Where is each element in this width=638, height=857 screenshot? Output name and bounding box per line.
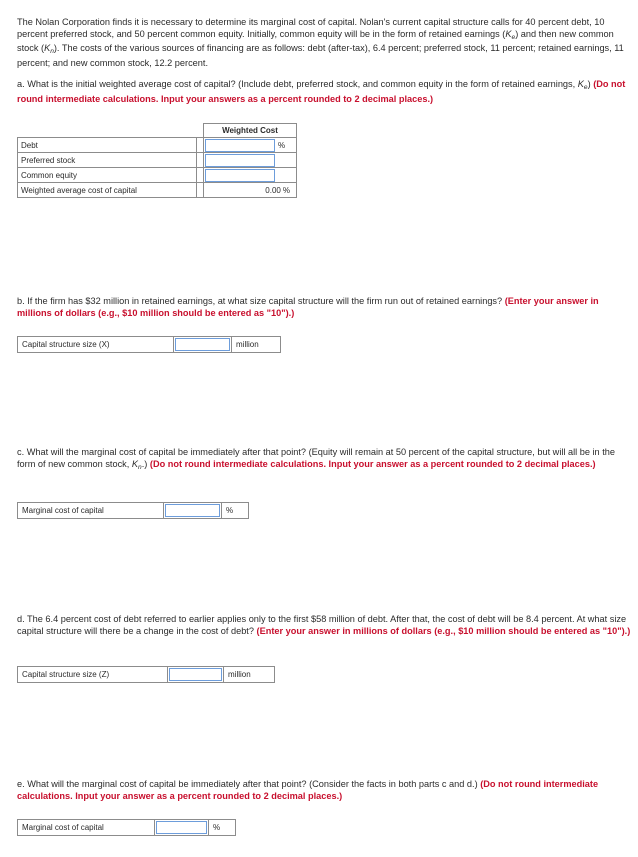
part-a-k-symbol: K [577, 79, 584, 89]
part-c-k-subscript: n [138, 463, 142, 471]
part-c-answer-row [17, 502, 249, 519]
part-a-question [17, 79, 632, 105]
table-row-preferred-stock [18, 153, 297, 168]
kn-symbol: K [44, 43, 51, 54]
ke-symbol: K [505, 28, 512, 39]
part-d-answer-row [17, 666, 275, 683]
intro-text-1: The Nolan Corporation finds it is necessary to determine its marginal cost of capital. Nolan's current capital structure calls for 40 percent debt, 10 percent preferred stock, and 50 percent common equity. Initially, common equity will be in the form of retained earnings ( [17, 17, 605, 39]
wacc-calculated-value: 0.00 [265, 185, 281, 195]
part-b-label: Capital structure size (X) [18, 337, 174, 352]
marginal-cost-c-input[interactable] [165, 504, 220, 517]
part-b-answer-row [17, 336, 281, 353]
row-label: Common equity [18, 168, 197, 183]
part-c-question-text: c. What will the marginal cost of capital be immediately after that point? (Equity will remain at 50 percent of the capital structure, but will all be in the form of new common stock, [17, 447, 615, 469]
intro-paragraph [17, 17, 632, 69]
preferred-stock-weighted-cost-input[interactable] [205, 154, 275, 167]
million-unit: million [231, 337, 280, 352]
part-a-close: ) [587, 79, 591, 89]
debt-weighted-cost-input[interactable] [205, 139, 275, 152]
part-b-question-text: b. If the firm has $32 million in retained earnings, at what size capital structure will the firm run out of retained earnings? [17, 296, 503, 306]
common-equity-weighted-cost-input[interactable] [205, 169, 275, 182]
part-a-instruction: (Do not round intermediate calculations. Input your answers as a percent rounded to 2 decimal places.) [17, 79, 626, 104]
percent-unit: % [282, 185, 290, 195]
part-b-question [17, 296, 632, 319]
row-label: Debt [18, 138, 197, 153]
part-e-answer-row [17, 819, 236, 836]
marginal-cost-e-input[interactable] [156, 821, 207, 834]
part-e-question [17, 779, 632, 802]
intro-text-2: ) and then new common stock ( [17, 28, 614, 54]
ke-subscript: e [511, 33, 516, 41]
part-d-instruction: (Enter your answer in millions of dollars (e.g., $10 million should be entered as "10").) [256, 625, 631, 636]
kn-subscript: n [50, 48, 54, 56]
percent-unit: % [208, 820, 235, 835]
part-c-close: .) [141, 458, 148, 469]
table-header-blank [18, 124, 197, 138]
percent-unit: % [278, 140, 286, 150]
row-label: Weighted average cost of capital [18, 183, 197, 198]
million-unit: million [223, 667, 274, 682]
part-d-question [17, 614, 632, 637]
part-d-label: Capital structure size (Z) [18, 667, 168, 682]
capital-structure-z-input[interactable] [169, 668, 222, 681]
part-e-question-text: e. What will the marginal cost of capital be immediately after that point? (Consider the facts in both parts c and d.) [17, 779, 478, 789]
part-d-question-text: d. The 6.4 percent cost of debt referred to earlier applies only to the first $58 million of debt. After that, the cost of debt will be 8.4 percent. At what size capital structure will there be a change in the cost of debt? [17, 614, 627, 636]
row-label: Preferred stock [18, 153, 197, 168]
part-e-label: Marginal cost of capital [18, 820, 155, 835]
weighted-cost-header: Weighted Cost [204, 124, 297, 138]
intro-text-3: ). The costs of the various sources of financing are as follows: debt (after-tax), 6.4 percent; preferred stock, 11 percent; retained earnings, 11 percent; and new common stock, 12.2 percent. [17, 43, 624, 68]
part-e-instruction: (Do not round intermediate calculations. Input your answer as a percent rounded to 2 decimal places.) [17, 779, 599, 801]
weighted-cost-table [17, 123, 297, 198]
part-c-label: Marginal cost of capital [18, 503, 164, 518]
part-c-question [17, 447, 632, 473]
part-a-question-text: a. What is the initial weighted average cost of capital? (Include debt, preferred stock, and common equity in the form of retained earnings, [17, 79, 578, 89]
part-b-instruction: (Enter your answer in millions of dollars (e.g., $10 million should be entered as "10").) [17, 296, 599, 318]
table-row-debt [18, 138, 297, 153]
part-c-k-symbol: K [131, 458, 139, 469]
part-c-instruction: (Do not round intermediate calculations. Input your answer as a percent rounded to 2 decimal places.) [149, 458, 596, 469]
table-row-common-equity [18, 168, 297, 183]
percent-unit: % [221, 503, 248, 518]
part-a-k-subscript: e [583, 84, 588, 91]
table-row-wacc [18, 183, 297, 198]
capital-structure-x-input[interactable] [175, 338, 230, 351]
